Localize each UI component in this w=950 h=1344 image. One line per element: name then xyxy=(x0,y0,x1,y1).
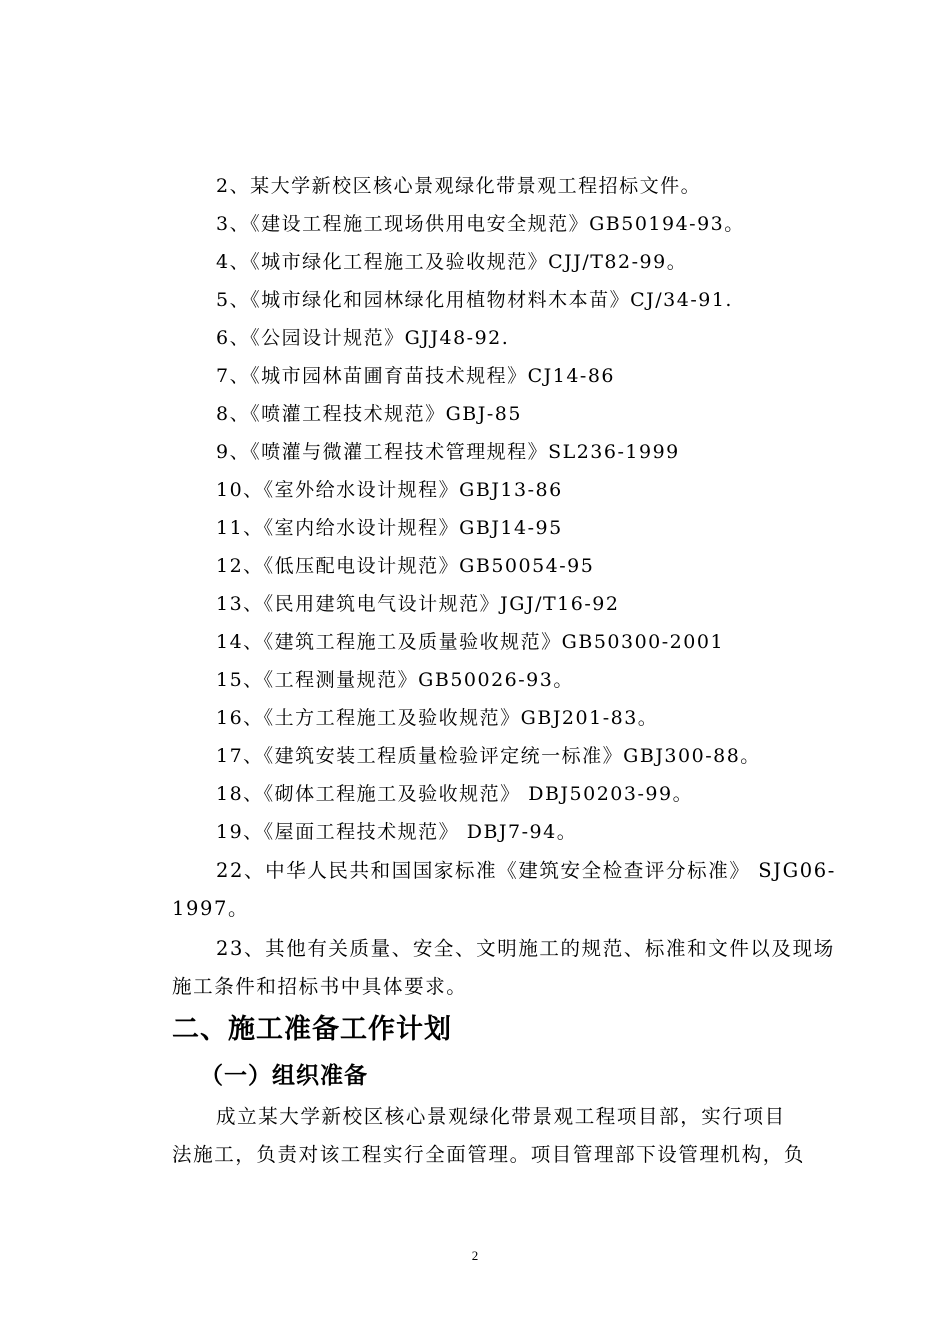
list-item: 9、《喷灌与微灌工程技术管理规程》SL236-1999 xyxy=(216,441,680,463)
list-item: 11、《室内给水设计规程》GBJ14-95 xyxy=(216,517,563,539)
paragraph-line: 成立某大学新校区核心景观绿化带景观工程项目部，实行项目 xyxy=(216,1105,786,1128)
paragraph-line: 22、中华人民共和国国家标准《建筑安全检查评分标准》 SJG06- xyxy=(216,859,836,882)
list-item: 5、《城市绿化和园林绿化用植物材料木本苗》CJ/34-91. xyxy=(216,289,733,311)
list-item: 14、《建筑工程施工及质量验收规范》GB50300-2001 xyxy=(216,631,725,653)
paragraph-line: 1997。 xyxy=(172,897,250,920)
list-item: 2、某大学新校区核心景观绿化带景观工程招标文件。 xyxy=(216,175,702,197)
paragraph-22 xyxy=(172,852,836,928)
page-number: 2 xyxy=(471,1248,479,1263)
list-item: 16、《土方工程施工及验收规范》GBJ201-83。 xyxy=(216,707,659,729)
paragraph-line: 23、其他有关质量、安全、文明施工的规范、标准和文件以及现场 xyxy=(216,937,835,960)
list-item: 15、《工程测量规范》GB50026-93。 xyxy=(216,669,574,691)
list-item: 7、《城市园林苗圃育苗技术规程》CJ14-86 xyxy=(216,365,616,387)
subsection-heading: （一）组织准备 xyxy=(200,1063,368,1089)
list-item: 6、《公园设计规范》GJJ48-92. xyxy=(216,327,510,349)
paragraph-23 xyxy=(172,930,835,1006)
body-paragraph xyxy=(172,1098,832,1174)
list-item: 18、《砌体工程施工及验收规范》 DBJ50203-99。 xyxy=(216,783,694,805)
list-item: 8、《喷灌工程技术规范》GBJ-85 xyxy=(216,403,522,425)
list-item: 13、《民用建筑电气设计规范》JGJ/T16-92 xyxy=(216,593,620,615)
paragraph-line: 施工条件和招标书中具体要求。 xyxy=(172,975,468,998)
paragraph-line: 法施工，负责对该工程实行全面管理。项目管理部下设管理机构，负 xyxy=(172,1143,806,1166)
list-item: 4、《城市绿化工程施工及验收规范》CJJ/T82-99。 xyxy=(216,251,688,273)
list-item: 10、《室外给水设计规程》GBJ13-86 xyxy=(216,479,563,501)
list-item: 19、《屋面工程技术规范》 DBJ7-94。 xyxy=(216,821,578,843)
section-heading: 二、施工准备工作计划 xyxy=(172,1014,452,1045)
list-item: 12、《低压配电设计规范》GB50054-95 xyxy=(216,555,595,577)
reference-list xyxy=(0,167,950,851)
list-item: 3、《建设工程施工现场供用电安全规范》GB50194-93。 xyxy=(216,213,745,235)
list-item: 17、《建筑安装工程质量检验评定统一标准》GBJ300-88。 xyxy=(216,745,761,767)
